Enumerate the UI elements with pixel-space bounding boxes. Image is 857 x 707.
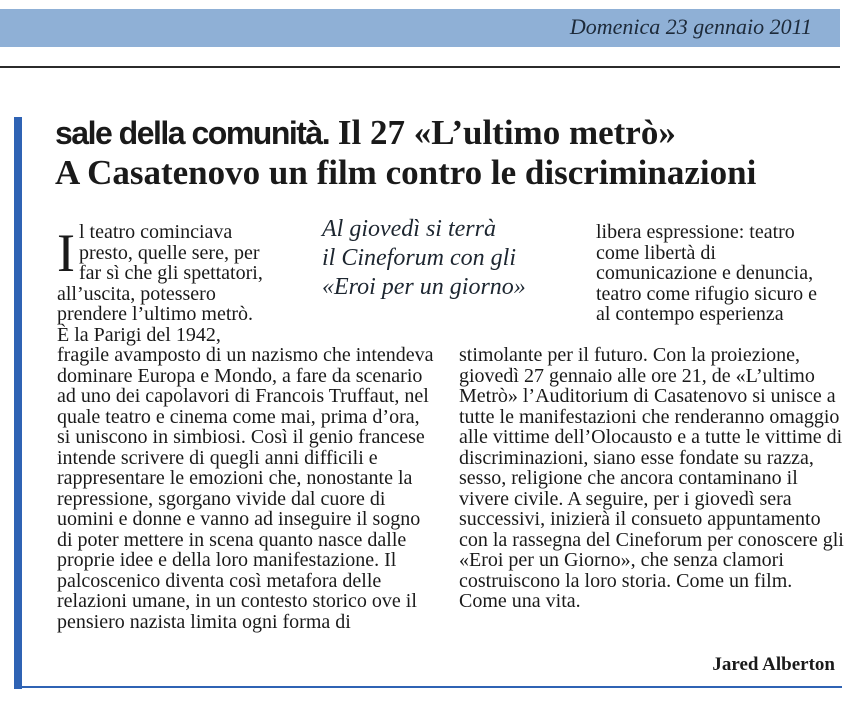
- opening-text: l teatro cominciava presto, quelle sere, per far sì che gli spettatori,: [79, 221, 263, 284]
- header-rule: [0, 66, 840, 68]
- page-date: Domenica 23 gennaio 2011: [569, 14, 812, 39]
- pull-quote-line-2: il Cineforum con gli: [322, 245, 516, 271]
- accent-bar: [14, 117, 22, 689]
- drop-cap: I: [57, 223, 75, 283]
- headline-line-1: [55, 113, 845, 153]
- kicker: sale della comunità.: [55, 115, 330, 151]
- byline: Jared Alberton: [712, 654, 835, 675]
- pull-quote: [322, 215, 572, 302]
- opening-paragraph: [57, 222, 279, 284]
- pull-quote-line-3: «Eroi per un giorno»: [322, 274, 526, 300]
- pull-quote-line-1: Al giovedì si terrà: [322, 216, 496, 242]
- headline-title: Il 27 «L’ultimo metrò»: [337, 113, 676, 152]
- column-1-text-narrow: all’uscita, potessero prendere l’ultimo metrò. È la Parigi del 1942,: [57, 282, 254, 346]
- column-2-bottom: stimolante per il futuro. Con la proiezione, giovedì 27 gennaio alle ore 21, de «L’ultimo Metrò» l’Auditorium di Casatenovo si unisce a tutte le manifestazioni che renderanno omaggio alle vittime dell’Olocausto e a tutte le vittime di discriminazioni, siano esse fondate su razza, sesso, religione che ancora contaminano il vivere civile. A seguire, per i giovedì sera successivi, inizierà il consueto appuntamento con la rassegna del Cineforum per conoscere gli «Eroi per un Giorno», che senza clamori costruiscono la loro storia. Come un film. Come una vita.: [459, 344, 844, 612]
- headline-subtitle: A Casatenovo un film contro le discriminazioni: [55, 153, 757, 192]
- article-headline: [55, 113, 845, 193]
- column-1-text-wide: fragile avamposto di un nazismo che intendeva dominare Europa e Mondo, a fare da scenario ad uno dei capolavori di Francois Truffaut, nel quale teatro e cinema come mai, prima d’ora, si uniscono in simbiosi. Così il genio francese intende scrivere di quegli anni difficili e rappresentare le emozioni che, nonostante la repressione, sgorgano vivide dal cuore di uomini e donne e vanno ad inseguire il sogno di poter mettere in scena quanto nasce dalle proprie idee e della loro manifestazione. Il palcoscenico diventa così metafora delle relazioni umane, in un contesto storico ove il pensiero nazista limita ogni forma di: [57, 344, 434, 633]
- bottom-rule: [14, 686, 842, 688]
- column-2-top: libera espressione: teatro come libertà di comunicazione e denuncia, teatro come rifugio sicuro e al contempo esperienza: [596, 221, 818, 325]
